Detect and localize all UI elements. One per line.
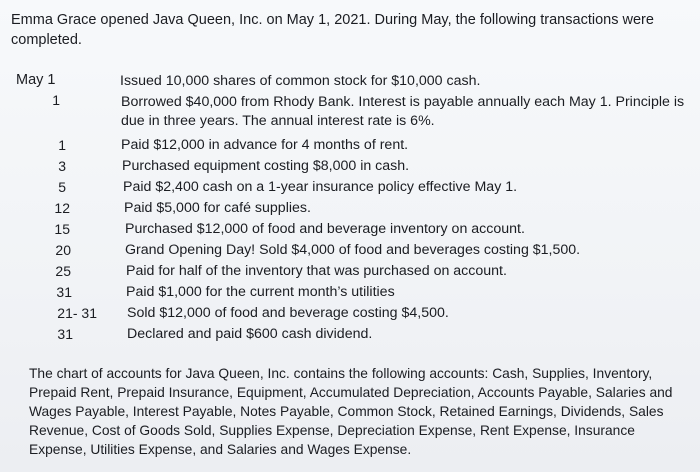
intro-paragraph: Emma Grace opened Java Queen, Inc. on May 1, 2021. During May, the following transactions were completed. [11, 12, 654, 48]
transaction-description: Sold $12,000 of food and beverage costing $4,500. [127, 305, 449, 321]
transaction-description: Paid $1,000 for the current month’s utilities [126, 284, 395, 300]
transaction-description: Paid $5,000 for café supplies. [124, 200, 311, 216]
transaction-description: Purchased $12,000 of food and beverage inventory on account. [125, 221, 525, 237]
transaction-day: 1 [58, 137, 66, 153]
transaction-description: Paid for half of the inventory that was purchased on account. [126, 263, 507, 279]
transaction-description: Borrowed $40,000 from Rhody Bank. Interest is payable annually each May 1. Principle is due in three years. The annual interest rate is 6%. [121, 94, 685, 129]
transaction-day: 15 [54, 221, 70, 237]
transaction-description: Declared and paid $600 cash dividend. [127, 326, 373, 342]
transaction-day: 5 [58, 179, 66, 195]
transaction-day: 21- 31 [57, 305, 97, 321]
chart-of-accounts-paragraph: The chart of accounts for Java Queen, Inc. contains the following accounts: Cash, Supplies, Inventory, Prepaid Rent, Prepaid Insurance, Equipment, Accumulated Depreciation, Accounts Payable, Salaries and Wages Payable, Interest Payable, Notes Payable, Common Stock, Retained Earnings, Dividends, Sales Revenue, Cost of Goods Sold, Supplies Expense, Depreciation Expense, Rent Expense, Insurance Expense, Utilities Expense, and Salaries and Wages Expense. [29, 366, 673, 457]
transaction-day: 20 [55, 242, 71, 258]
transaction-description: Purchased equipment costing $8,000 in cash. [122, 158, 410, 174]
transaction-description: Paid $12,000 in advance for 4 months of rent. [121, 137, 409, 153]
transaction-day: 1 [52, 92, 60, 108]
transaction-day: 25 [55, 263, 71, 279]
transaction-day: 31 [56, 284, 72, 300]
transaction-description: Paid $2,400 cash on a 1-year insurance policy effective May 1. [123, 179, 518, 195]
month-label: May 1 [16, 72, 56, 88]
transaction-description: Issued 10,000 shares of common stock for $10,000 cash. [120, 73, 481, 89]
transaction-day: 3 [58, 158, 66, 174]
transaction-day: 31 [57, 326, 73, 342]
transaction-description: Grand Opening Day! Sold $4,000 of food and beverages costing $1,500. [125, 242, 581, 258]
transaction-day: 12 [54, 200, 70, 216]
